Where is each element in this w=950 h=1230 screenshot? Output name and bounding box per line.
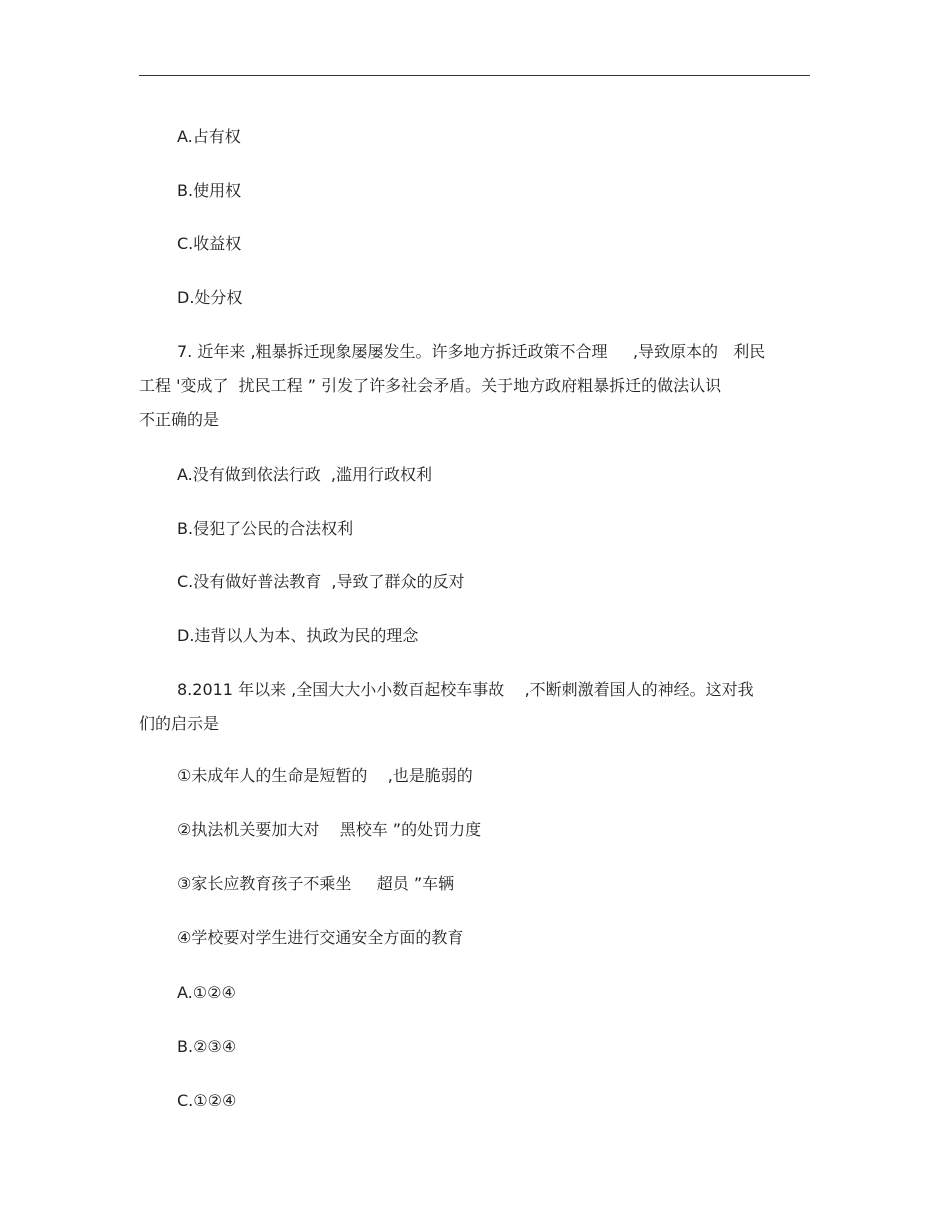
- q8-stem-line-1: 8.2011 年以来 ,全国大大小小数百起校车事故 ,不断刺激着国人的神经。这对我: [177, 680, 754, 699]
- q6-option-d: D.处分权: [177, 288, 243, 307]
- q7-stem-line-3: 不正确的是: [139, 410, 220, 429]
- q8-stem-line-2: 们的启示是: [139, 714, 220, 733]
- q8-statement-4: ④学校要对学生进行交通安全方面的教育: [177, 928, 464, 947]
- q6-option-c: C.收益权: [177, 234, 242, 253]
- q8-option-b: B.②③④: [177, 1037, 237, 1056]
- header-rule: [139, 75, 810, 76]
- q8-statement-2: ②执法机关要加大对 黑校车 ”的处罚力度: [177, 820, 482, 839]
- q7-option-c: C.没有做好普法教育 ,导致了群众的反对: [177, 572, 465, 591]
- q6-option-a: A.占有权: [177, 127, 241, 146]
- q6-option-b: B.使用权: [177, 181, 242, 200]
- q7-option-a: A.没有做到依法行政 ,滥用行政权利: [177, 465, 433, 484]
- q7-stem-line-2: 工程 '变成了 扰民工程 ” 引发了许多社会矛盾。关于地方政府粗暴拆迁的做法认识: [139, 376, 722, 395]
- q8-option-a: A.①②④: [177, 983, 236, 1002]
- q7-option-b: B.侵犯了公民的合法权利: [177, 519, 354, 538]
- q8-option-c: C.①②④: [177, 1091, 237, 1110]
- q8-statement-3: ③家长应教育孩子不乘坐 超员 ”车辆: [177, 874, 455, 893]
- q7-stem-line-1: 7. 近年来 ,粗暴拆迁现象屡屡发生。许多地方拆迁政策不合理 ,导致原本的 利民: [177, 342, 766, 361]
- q7-option-d: D.违背以人为本、执政为民的理念: [177, 626, 419, 645]
- q8-statement-1: ①未成年人的生命是短暂的 ,也是脆弱的: [177, 766, 473, 785]
